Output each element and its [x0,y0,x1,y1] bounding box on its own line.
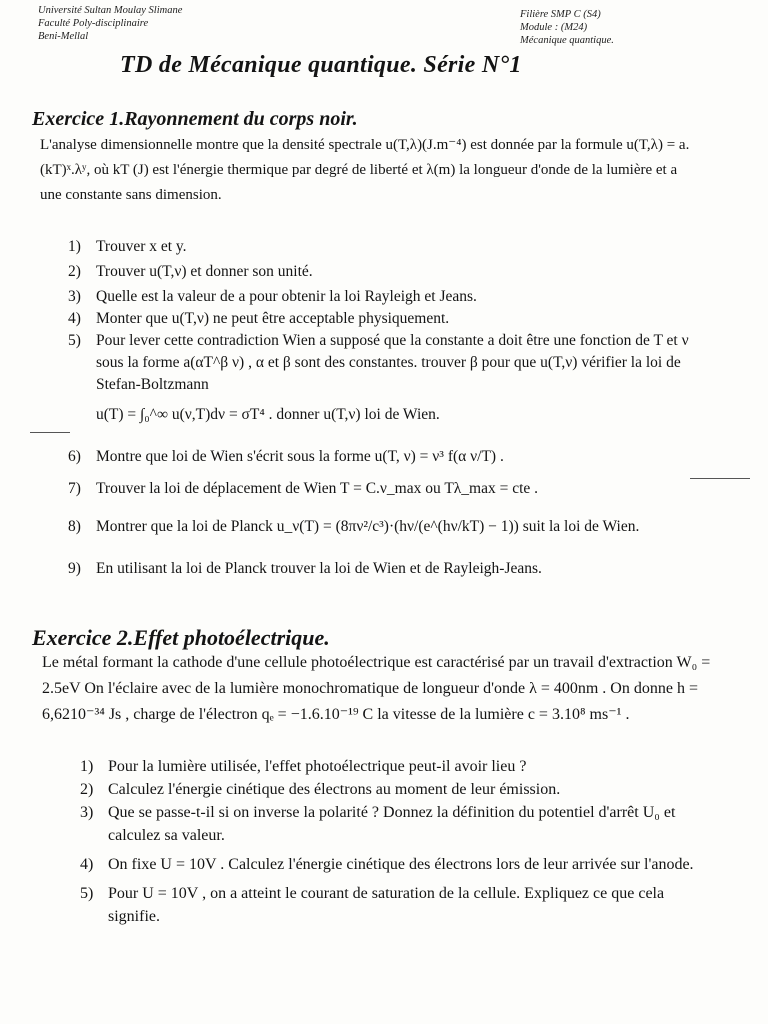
question-number: 4) [80,856,94,873]
list-item [68,308,708,330]
header-right-line: Mécanique quantique. [520,35,614,46]
list-item [68,478,708,500]
question-number: 6) [68,448,81,465]
header-left-line: Faculté Poly-disciplinaire [38,18,149,29]
question-text: Calculez l'énergie cinétique des électrons au moment de leur émission. [108,781,561,798]
question-text: Que se passe-t-il si on inverse la polarité ? Donnez la définition du potentiel d'arrêt U₀ et calculez sa valeur. [108,804,676,844]
question-number: 5) [68,332,81,349]
exercise-1-title: Exercice 1.Rayonnement du corps noir. [32,108,358,130]
question-number: 2) [80,781,94,798]
divider [30,432,70,433]
question-number: 2) [68,263,81,280]
exercise-2-intro: Le métal formant la cathode d'une cellule photoélectrique est caractérisé par un travail d'extraction W₀ = 2.5eV On l'éclaire avec de la lumière monochromatique de longueur d'onde λ = 400nm . On donne h = 6,6210⁻³⁴ Js , charge de l'électron qₑ = −1.6.10⁻¹⁹ C la vitesse de la lumière c = 3.10⁸ ms⁻¹ . [42,654,711,723]
list-item [80,755,720,778]
question-text: Trouver x et y. [96,238,187,255]
header-left-line: Beni-Mellal [38,31,89,42]
list-item [68,330,708,396]
planck-law-question: Montrer que la loi de Planck u_ν(T) = (8πν²/c³)·(hν/(e^(hν/kT) − 1)) suit la loi de Wien. [96,518,640,535]
list-item [68,446,708,468]
question-number: 9) [68,560,81,577]
question-text: On fixe U = 10V . Calculez l'énergie cinétique des électrons lors de leur arrivée sur l'anode. [108,856,694,873]
list-item [80,853,720,876]
list-item [68,404,708,426]
header-right-line: Module : (M24) [520,22,588,33]
question-text: Pour U = 10V , on a atteint le courant de saturation de la cellule. Expliquez ce que cela signifie. [108,885,665,925]
question-text: Trouver la loi de déplacement de Wien T = C.ν_max ou Tλ_max = cte . [96,480,539,497]
exercise-1-intro: L'analyse dimensionnelle montre que la densité spectrale u(T,λ)(J.m⁻⁴) est donnée par la formule u(T,λ) = a.(kT)ˣ.λʸ, où kT (J) est l'énergie thermique par degré de liberté et λ(m) la longueur d'onde de la lumière et a une constante sans dimension. [40,137,690,203]
question-text: Pour lever cette contradiction Wien a supposé que la constante a doit être une fonction de T et ν sous la forme a(αT^β ν) , α et β sont des constantes. trouver β pour que u(T,ν) vérifier la loi de Stefan-Boltzmann [96,332,689,393]
page-title: TD de Mécanique quantique. Série N°1 [120,52,522,78]
exercise-2-title: Exercice 2.Effet photoélectrique. [32,625,330,650]
stefan-boltzmann-formula: u(T) = ∫₀^∞ u(ν,T)dν = σT⁴ . donner u(T,ν) loi de Wien. [96,406,440,423]
question-number: 5) [80,885,94,902]
list-item [80,801,720,847]
question-number: 3) [68,288,81,305]
header-left-line: Université Sultan Moulay Slimane [38,5,183,16]
question-text: Trouver u(T,ν) et donner son unité. [96,263,313,280]
question-text: Monter que u(T,ν) ne peut être acceptable physiquement. [96,310,450,327]
exercise-1-questions [68,236,708,577]
question-text: Pour la lumière utilisée, l'effet photoélectrique peut-il avoir lieu ? [108,758,527,775]
list-item [68,286,708,308]
header-course-info [520,8,614,47]
header-institution [38,4,182,43]
divider [690,478,750,479]
question-text: Quelle est la valeur de a pour obtenir la loi Rayleigh et Jeans. [96,288,477,305]
question-number: 1) [68,238,81,255]
header-right-line: Filière SMP C (S4) [520,9,601,20]
question-number: 3) [80,804,94,821]
list-item [68,261,708,283]
exercise-2-questions [80,755,720,925]
list-item [80,778,720,801]
list-item [68,516,708,538]
question-number: 4) [68,310,81,327]
question-number: 7) [68,480,81,497]
question-text: En utilisant la loi de Planck trouver la loi de Wien et de Rayleigh-Jeans. [96,560,542,577]
list-item [68,236,708,258]
question-text: Montre que loi de Wien s'écrit sous la forme u(T, ν) = ν³ f(α ν/T) . [96,448,504,465]
question-number: 8) [68,518,81,535]
list-item [80,882,720,928]
list-item [68,558,708,580]
question-number: 1) [80,758,94,775]
